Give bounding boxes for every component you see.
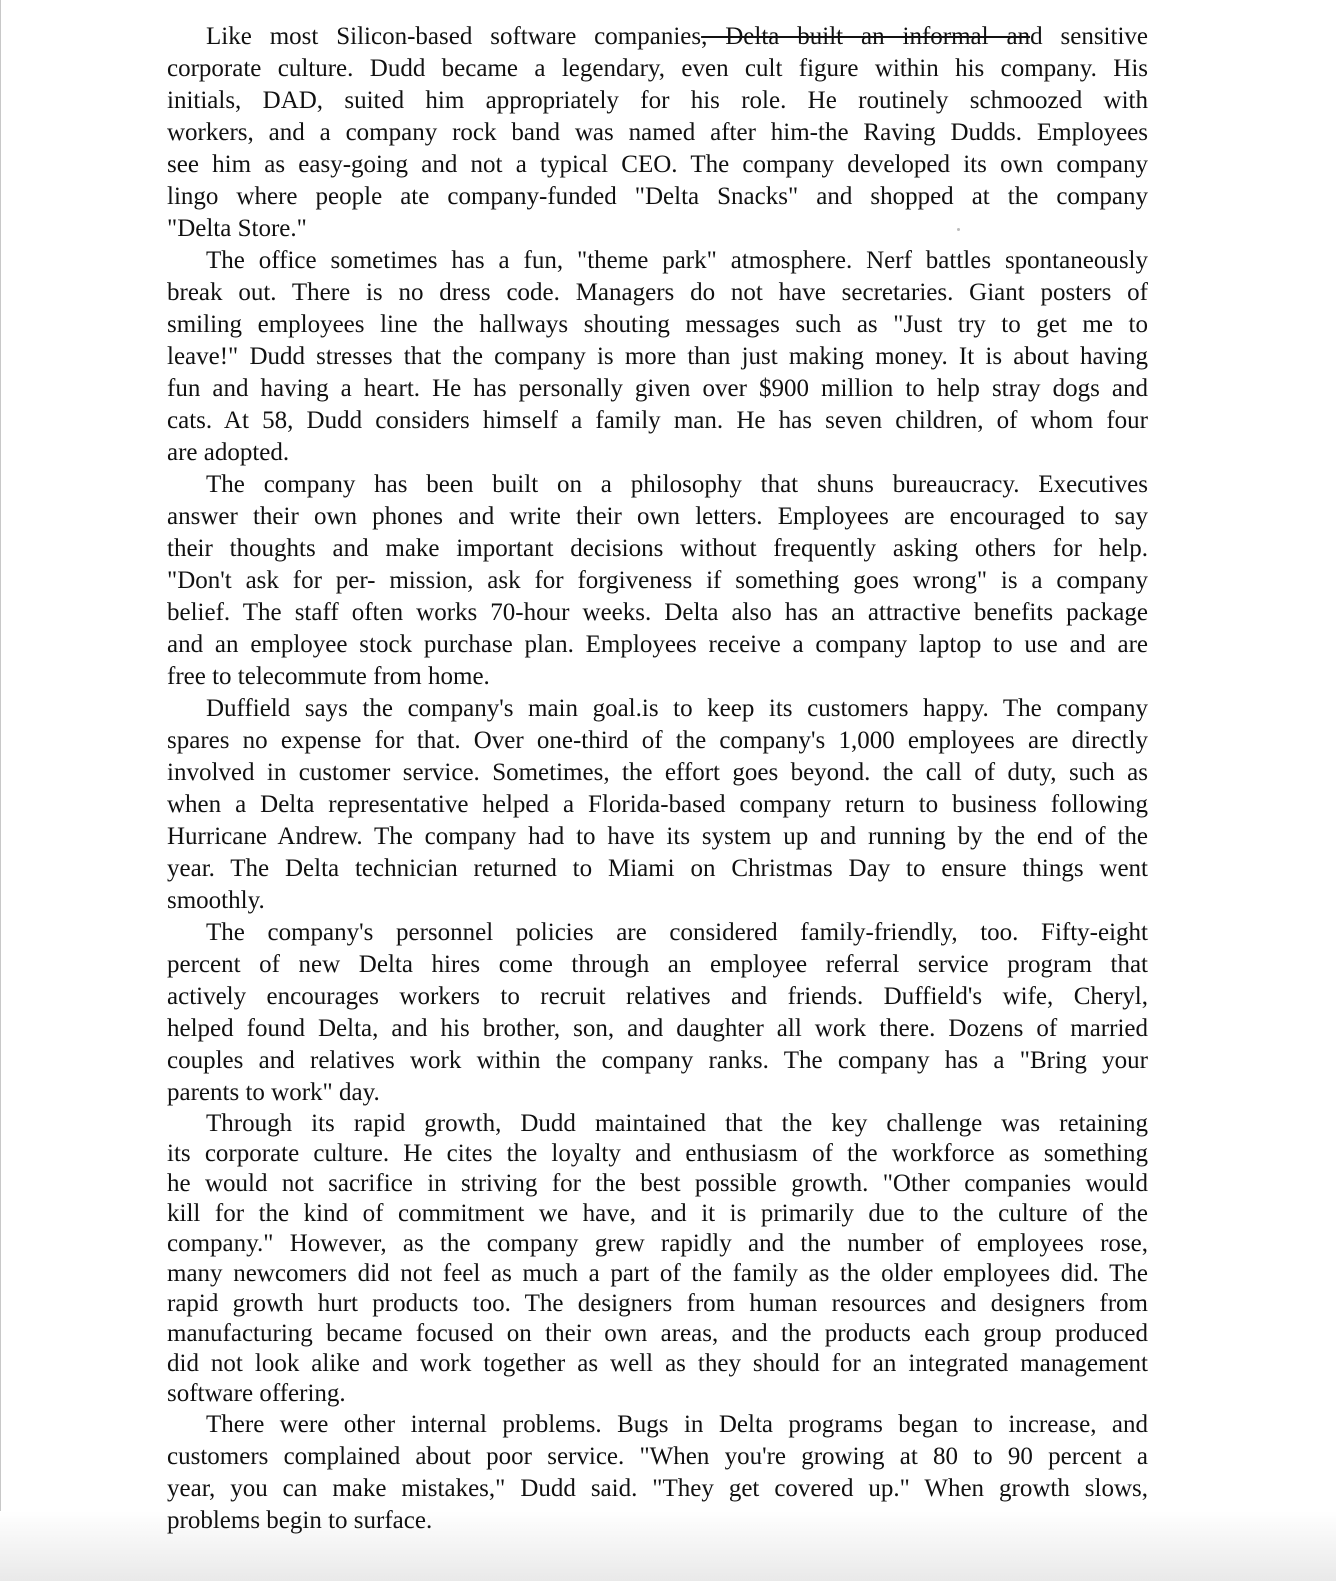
- text-line: couples and relatives work within the company ranks. The company has a "Bring your: [167, 1047, 1148, 1074]
- text-line: free to telecommute from home.: [167, 663, 490, 690]
- text-line: Hurricane Andrew. The company had to have its system up and running by the end of the: [167, 823, 1148, 850]
- text-line: The company has been built on a philosophy that shuns bureaucracy. Executives: [206, 471, 1148, 498]
- struck-through-text: , Delta built an informal an: [701, 23, 1031, 50]
- text-line: helped found Delta, and his brother, son, and daughter all work there. Dozens of married: [167, 1015, 1148, 1042]
- paragraph: [167, 1409, 1148, 1537]
- text-line: kill for the kind of commitment we have, and it is primarily due to the culture of the: [167, 1200, 1148, 1227]
- text-line: problems begin to surface.: [167, 1507, 433, 1534]
- text-line: [167, 21, 1148, 53]
- text-line: The office sometimes has a fun, "theme park" atmosphere. Nerf battles spontaneously: [206, 247, 1148, 274]
- paragraph: [167, 469, 1148, 693]
- text-line: and an employee stock purchase plan. Employees receive a company laptop to use and are: [167, 631, 1148, 658]
- text-line: corporate culture. Dudd became a legendary, even cult figure within his company. His: [167, 55, 1148, 82]
- text-segment: d sensitive: [1030, 23, 1148, 50]
- text-line: parents to work" day.: [167, 1079, 380, 1106]
- text-line: software offering.: [167, 1380, 346, 1407]
- text-line: he would not sacrifice in striving for the best possible growth. "Other companies would: [167, 1170, 1148, 1197]
- text-line: "Don't ask for per- mission, ask for forgiveness if something goes wrong" is a company: [167, 567, 1148, 594]
- text-line: many newcomers did not feel as much a part of the family as the older employees did. The: [167, 1260, 1148, 1287]
- paragraph: [167, 917, 1148, 1109]
- text-line: company." However, as the company grew rapidly and the number of employees rose,: [167, 1230, 1148, 1257]
- text-line: when a Delta representative helped a Florida-based company return to business following: [167, 791, 1148, 818]
- text-line: its corporate culture. He cites the loyalty and enthusiasm of the workforce as something: [167, 1140, 1148, 1167]
- text-line: involved in customer service. Sometimes, the effort goes beyond. the call of duty, such as: [167, 759, 1148, 786]
- paragraph: [167, 245, 1148, 469]
- text-line: smoothly.: [167, 887, 265, 914]
- text-line: their thoughts and make important decisions without frequently asking others for help.: [167, 535, 1148, 562]
- text-segment: Like most Silicon-based software companies: [206, 23, 702, 50]
- page-edge: [0, 0, 1, 1581]
- text-line: break out. There is no dress code. Managers do not have secretaries. Giant posters of: [167, 279, 1148, 306]
- text-line: belief. The staff often works 70-hour weeks. Delta also has an attractive benefits package: [167, 599, 1148, 626]
- text-line: workers, and a company rock band was named after him-the Raving Dudds. Employees: [167, 119, 1148, 146]
- text-line: The company's personnel policies are considered family-friendly, too. Fifty-eight: [206, 919, 1148, 946]
- paragraph: [167, 1109, 1148, 1409]
- text-line: year, you can make mistakes," Dudd said. "They get covered up." When growth slows,: [167, 1475, 1148, 1502]
- text-line: lingo where people ate company-funded "Delta Snacks" and shopped at the company: [167, 183, 1148, 210]
- text-line: see him as easy-going and not a typical CEO. The company developed its own company: [167, 151, 1148, 178]
- text-line: rapid growth hurt products too. The designers from human resources and designers from: [167, 1290, 1148, 1317]
- text-line: are adopted.: [167, 439, 290, 466]
- text-line: year. The Delta technician returned to Miami on Christmas Day to ensure things went: [167, 855, 1148, 882]
- text-line: actively encourages workers to recruit relatives and friends. Duffield's wife, Cheryl,: [167, 983, 1148, 1010]
- text-line: Through its rapid growth, Dudd maintained that the key challenge was retaining: [206, 1110, 1148, 1137]
- text-line: answer their own phones and write their own letters. Employees are encouraged to say: [167, 503, 1148, 530]
- document-body: [167, 21, 1148, 1537]
- paragraph: [167, 21, 1148, 245]
- text-line: "Delta Store.": [167, 215, 307, 242]
- paragraph: [167, 693, 1148, 917]
- text-line: percent of new Delta hires come through an employee referral service program that: [167, 951, 1148, 978]
- text-line: Duffield says the company's main goal.is to keep its customers happy. The company: [206, 695, 1148, 722]
- text-line: initials, DAD, suited him appropriately for his role. He routinely schmoozed with: [167, 87, 1148, 114]
- text-line: cats. At 58, Dudd considers himself a family man. He has seven children, of whom four: [167, 407, 1148, 434]
- text-line: customers complained about poor service. "When you're growing at 80 to 90 percent a: [167, 1443, 1148, 1470]
- text-line: did not look alike and work together as well as they should for an integrated management: [167, 1350, 1148, 1377]
- text-line: spares no expense for that. Over one-third of the company's 1,000 employees are directly: [167, 727, 1148, 754]
- text-line: smiling employees line the hallways shouting messages such as "Just try to get me to: [167, 311, 1148, 338]
- text-line: fun and having a heart. He has personally given over $900 million to help stray dogs and: [167, 375, 1148, 402]
- text-line: leave!" Dudd stresses that the company is more than just making money. It is about having: [167, 343, 1148, 370]
- text-line: There were other internal problems. Bugs in Delta programs began to increase, and: [206, 1411, 1148, 1438]
- text-line: manufacturing became focused on their own areas, and the products each group produced: [167, 1320, 1148, 1347]
